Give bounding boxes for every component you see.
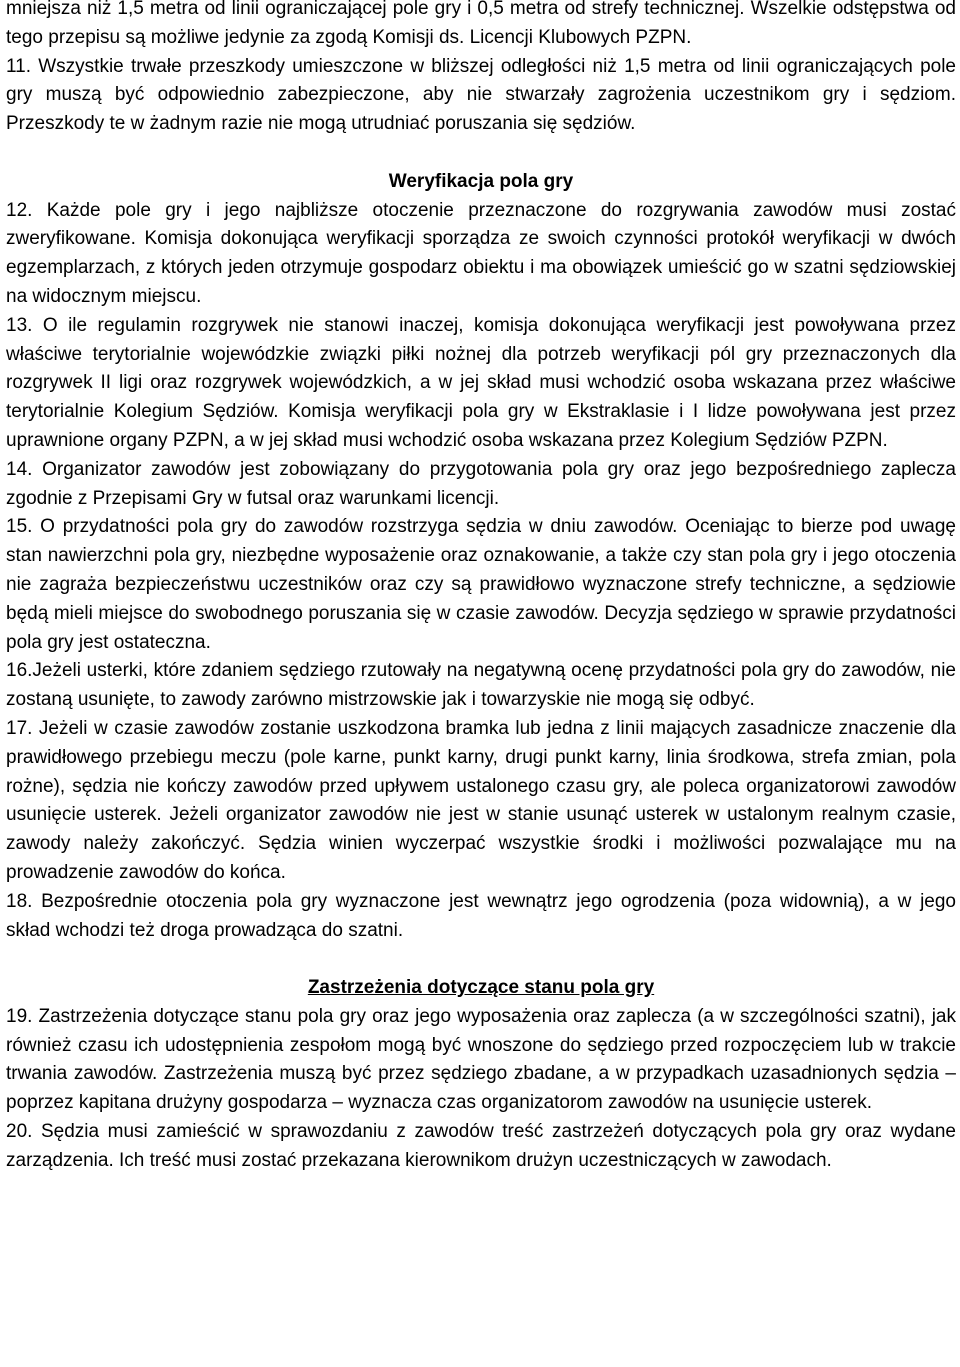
heading-objections: Zastrzeżenia dotyczące stanu pola gry bbox=[307, 977, 655, 999]
paragraph-16: 16.Jeżeli usterki, które zdaniem sędziego rzutowały na negatywną ocenę przydatności pola gry do zawodów, nie zostaną usunięte, to zawody zarówno mistrzowskie jak i towarzyskie nie mogą się odbyć. bbox=[6, 660, 956, 711]
paragraph-12: 12. Każde pole gry i jego najbliższe otoczenie przeznaczone do rozgrywania zawodów musi zostać zweryfikowane. Komisja dokonująca weryfikacji sporządza ze swoich czynności protokół weryfikacji w dwóch egzemplarzach, z których jeden otrzymuje gospodarz obiektu i ma obowiązek umieścić go w szatni sędziowskiej na widocznym miejscu. bbox=[6, 199, 956, 307]
section-spacer bbox=[6, 139, 956, 168]
heading-verification: Weryfikacja pola gry bbox=[388, 170, 574, 192]
paragraph-11: 11. Wszystkie trwałe przeszkody umieszczone w bliższej odległości niż 1,5 metra od linii ograniczających pole gry muszą być odpowiednio zabezpieczone, aby nie stwarzały zagrożenia uczestnikom gry i sędziom. Przeszkody te w żadnym razie nie mogą utrudniać poruszania się sędziów. bbox=[6, 55, 956, 135]
paragraph-19: 19. Zastrzeżenia dotyczące stanu pola gry oraz jego wyposażenia oraz zaplecza (a w szczególności szatni), jak również czasu ich udostępnienia zespołom mogą być wnoszone do sędziego przed rozpoczęciem lub w trakcie trwania zawodów. Zastrzeżenia muszą być przez sędziego zbadane, a w przypadkach uzasadnionych sędzia – poprzez kapitana drużyny gospodarza – wyznacza czas organizatorom zawodów na usunięcie usterek. bbox=[6, 1005, 956, 1114]
document-page bbox=[6, 0, 956, 1176]
paragraph-14: 14. Organizator zawodów jest zobowiązany do przygotowania pola gry oraz jego bezpośredniego zaplecza zgodnie z Przepisami Gry w futsal oraz warunkami licencji. bbox=[6, 458, 956, 509]
paragraph-20: 20. Sędzia musi zamieścić w sprawozdaniu z zawodów treść zastrzeżeń dotyczących pola gry oraz wydane zarządzenia. Ich treść musi zostać przekazana kierownikom drużyn uczestniczących w zawodach. bbox=[6, 1121, 956, 1171]
paragraph-15: 15. O przydatności pola gry do zawodów rozstrzyga sędzia w dniu zawodów. Oceniając to bierze pod uwagę stan nawierzchni pola gry, niezbędne wyposażenie oraz oznakowanie, a także czy stan pola gry i jego otoczenia nie zagraża bezpieczeństwu uczestników oraz czy są prawidłowo wyznaczone strefy techniczne, a sędziowie będą mieli miejsce do swobodnego poruszania się w czasie zawodów. Decyzja sędziego w sprawie przydatności pola gry jest ostateczna. bbox=[6, 516, 956, 653]
section-spacer bbox=[6, 945, 956, 974]
paragraph-17: 17. Jeżeli w czasie zawodów zostanie uszkodzona bramka lub jedna z linii mających zasadnicze znaczenie dla prawidłowego przebiegu meczu (pole karne, punkt karny, drugi punkt karny, linia środkowa, strefa zmian, pola rożne), sędzia nie kończy zawodów przed upływem ustalonego czasu gry, ale poleca organizatorowi zawodów usunięcie usterek. Jeżeli organizator zawodów nie jest w stanie usunąć usterek w ustalonym realnym czasie, zawody należy zakończyć. Sędzia winien wyczerpać wszystkie środki i możliwości pozwalające mu na prowadzenie zawodów do końca. bbox=[6, 717, 956, 883]
intro-paragraph: mniejsza niż 1,5 metra od linii ograniczającej pole gry i 0,5 metra od strefy technicznej. Wszelkie odstępstwa od tego przepisu są możliwe jedynie za zgodą Komisji ds. Licencji Klubowych PZPN. bbox=[6, 0, 956, 48]
paragraph-18: 18. Bezpośrednie otoczenia pola gry wyznaczone jest wewnątrz jego ogrodzenia (poza widownią), a w jego skład wchodzi też droga prowadząca do szatni. bbox=[6, 890, 956, 941]
paragraph-13: 13. O ile regulamin rozgrywek nie stanowi inaczej, komisja dokonująca weryfikacji jest powoływana przez właściwe terytorialnie wojewódzkie związki piłki nożnej dla potrzeb weryfikacji pól gry przeznaczonych dla rozgrywek II ligi oraz rozgrywek wojewódzkich, a w jej skład musi wchodzić osoba wskazana przez właściwe terytorialnie Kolegium Sędziów. Komisja weryfikacji pola gry w Ekstraklasie i I lidze powoływana jest przez uprawnione organy PZPN, a w jej skład musi wchodzić osoba wskazana przez Kolegium Sędziów PZPN. bbox=[6, 314, 956, 451]
